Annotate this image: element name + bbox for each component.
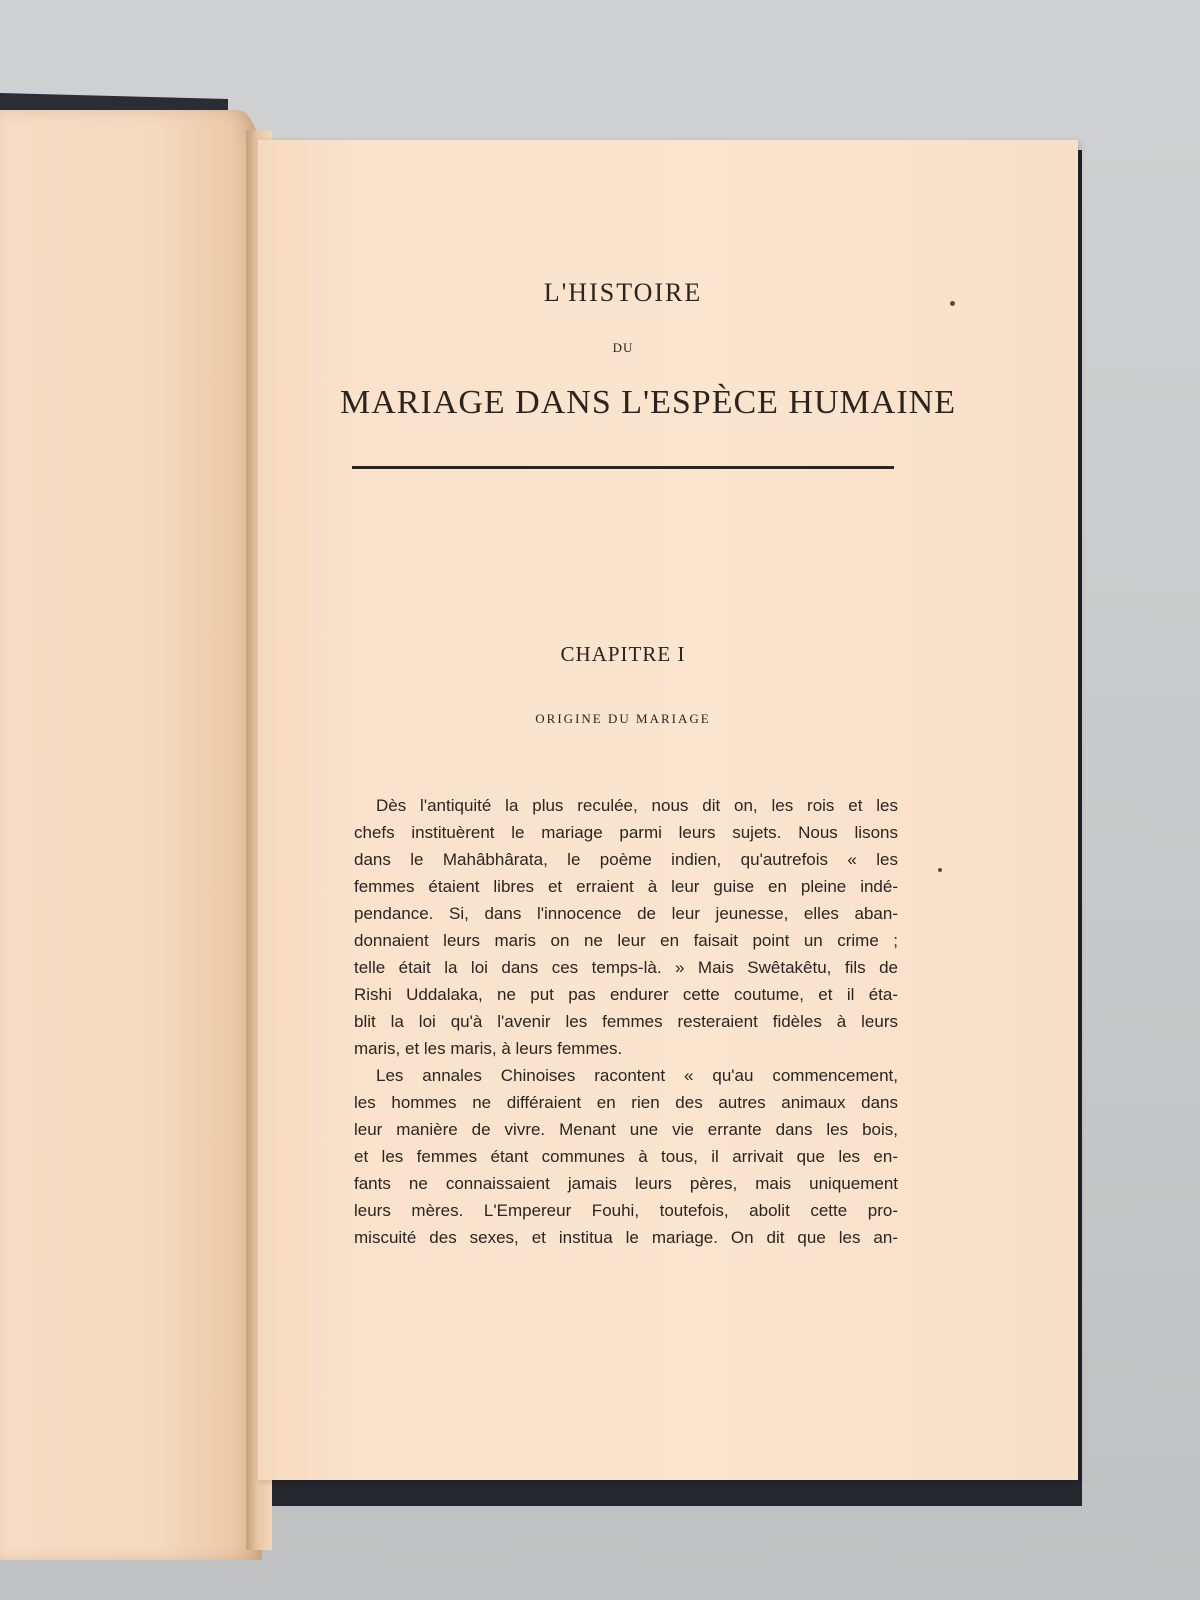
text-line: Dès l'antiquité la plus reculée, nous dit on, les rois et les bbox=[376, 796, 898, 815]
paragraph-1 bbox=[354, 792, 898, 1062]
text-line: fants ne connaissaient jamais leurs pères, mais uniquement bbox=[354, 1174, 898, 1193]
text-line: leur manière de vivre. Menant une vie errante dans les bois, bbox=[354, 1120, 898, 1139]
text-line: chefs instituèrent le mariage parmi leurs sujets. Nous lisons bbox=[354, 823, 898, 842]
text-line: les hommes ne différaient en rien des autres animaux dans bbox=[354, 1093, 898, 1112]
text-line: telle était la loi dans ces temps-là. » Mais Swêtakêtu, fils de bbox=[354, 958, 898, 977]
text-line: miscuité des sexes, et institua le mariage. On dit que les an- bbox=[354, 1228, 898, 1247]
paper-speck bbox=[950, 301, 955, 306]
text-line: et les femmes étant communes à tous, il arrivait que les en- bbox=[354, 1147, 898, 1166]
title-connector: DU bbox=[612, 340, 634, 355]
text-line: donnaient leurs maris on ne leur en faisait point un crime ; bbox=[354, 931, 898, 950]
chapter-body bbox=[354, 792, 898, 1251]
text-line: femmes étaient libres et erraient à leur guise en pleine indé- bbox=[354, 877, 898, 896]
text-line: Rishi Uddalaka, ne put pas endurer cette coutume, et il éta- bbox=[354, 985, 898, 1004]
text-line: blit la loi qu'à l'avenir les femmes resteraient fidèles à leurs bbox=[354, 1012, 898, 1031]
chapter-title: CHAPITRE I bbox=[560, 642, 686, 666]
text-line: maris, et les maris, à leurs femmes. bbox=[354, 1039, 623, 1058]
running-title: L'HISTOIRE bbox=[543, 278, 703, 307]
left-page bbox=[0, 110, 262, 1560]
book-main-title: MARIAGE DANS L'ESPÈCE HUMAINE bbox=[340, 384, 956, 421]
chapter-subtitle: ORIGINE DU MARIAGE bbox=[535, 711, 711, 726]
text-line: Les annales Chinoises racontent « qu'au commencement, bbox=[376, 1066, 898, 1085]
paper-speck bbox=[938, 868, 942, 872]
text-line: pendance. Si, dans l'innocence de leur jeunesse, elles aban- bbox=[354, 904, 898, 923]
text-line: dans le Mahâbhârata, le poème indien, qu'autrefois « les bbox=[354, 850, 898, 869]
title-rule-divider bbox=[352, 466, 894, 469]
text-line: leurs mères. L'Empereur Fouhi, toutefois, abolit cette pro- bbox=[354, 1201, 898, 1220]
paragraph-2 bbox=[354, 1062, 898, 1251]
